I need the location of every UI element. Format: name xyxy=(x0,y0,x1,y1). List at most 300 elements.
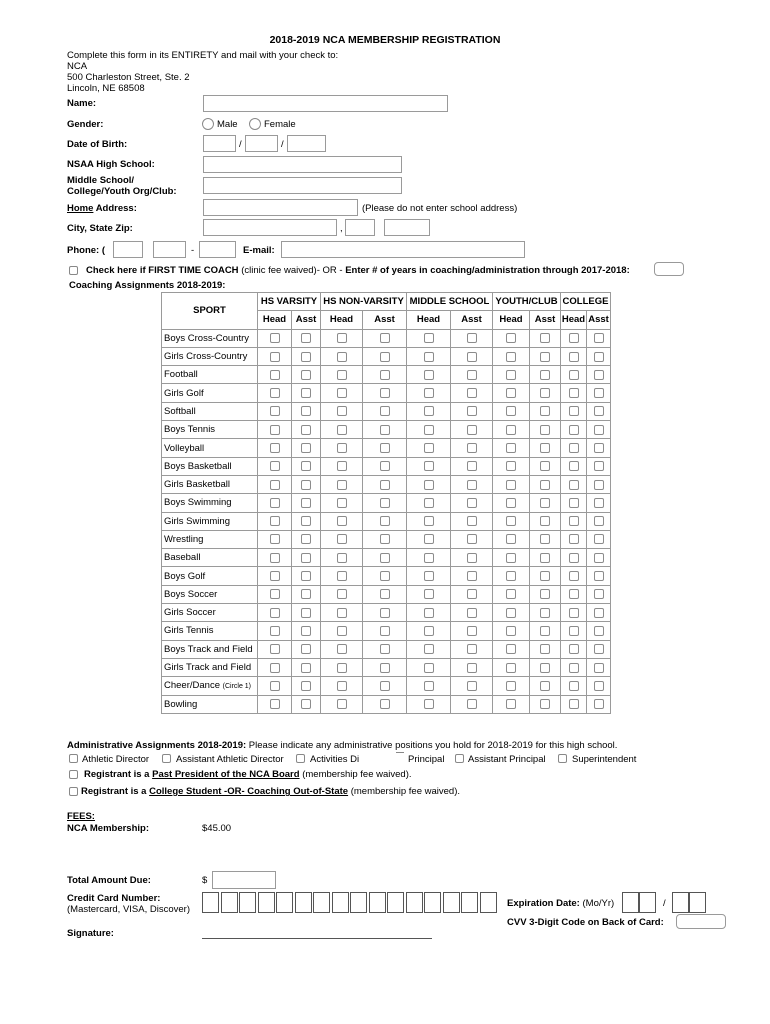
city-label: City, State Zip: xyxy=(67,223,133,234)
assignment-checkbox[interactable] xyxy=(467,480,477,490)
assignment-checkbox[interactable] xyxy=(270,589,280,599)
assignment-checkbox[interactable] xyxy=(380,425,390,435)
assignment-checkbox[interactable] xyxy=(569,498,579,508)
credit-card-digit-box[interactable] xyxy=(313,892,330,913)
sport-label: Boys Tennis xyxy=(164,424,216,436)
admin-option: Activities Di xyxy=(310,754,360,765)
assignment-checkbox[interactable] xyxy=(270,681,280,691)
credit-card-digit-box[interactable] xyxy=(387,892,404,913)
assistant-principal-checkbox[interactable] xyxy=(455,754,464,763)
assignment-checkbox[interactable] xyxy=(540,370,550,380)
female-radio[interactable] xyxy=(249,118,261,130)
assignment-checkbox[interactable] xyxy=(569,644,579,654)
assignment-checkbox[interactable] xyxy=(380,443,390,453)
assignment-checkbox[interactable] xyxy=(301,571,311,581)
assignment-checkbox[interactable] xyxy=(301,626,311,636)
assignment-checkbox[interactable] xyxy=(594,516,604,526)
assignment-checkbox[interactable] xyxy=(506,461,516,471)
assignment-checkbox[interactable] xyxy=(270,534,280,544)
assignment-checkbox[interactable] xyxy=(424,553,434,563)
assignment-checkbox[interactable] xyxy=(594,388,604,398)
assignment-cell xyxy=(321,347,363,365)
assignment-checkbox[interactable] xyxy=(380,589,390,599)
assignment-checkbox[interactable] xyxy=(506,626,516,636)
assignment-checkbox[interactable] xyxy=(540,699,550,709)
assignment-cell xyxy=(407,549,451,567)
dob-month-input[interactable] xyxy=(203,135,236,152)
assignment-checkbox[interactable] xyxy=(270,388,280,398)
assignment-checkbox[interactable] xyxy=(337,553,347,563)
assignment-checkbox[interactable] xyxy=(337,534,347,544)
assignment-cell xyxy=(561,366,587,384)
assignment-checkbox[interactable] xyxy=(380,699,390,709)
assignment-checkbox[interactable] xyxy=(540,480,550,490)
assignment-checkbox[interactable] xyxy=(467,553,477,563)
assignment-checkbox[interactable] xyxy=(594,553,604,563)
years-coaching-input[interactable] xyxy=(654,262,684,276)
assignment-checkbox[interactable] xyxy=(380,644,390,654)
male-radio[interactable] xyxy=(202,118,214,130)
activities-director-checkbox[interactable] xyxy=(296,754,305,763)
assignment-checkbox[interactable] xyxy=(424,425,434,435)
assignment-checkbox[interactable] xyxy=(467,425,477,435)
assignment-checkbox[interactable] xyxy=(569,589,579,599)
assignment-checkbox[interactable] xyxy=(301,406,311,416)
assignment-checkbox[interactable] xyxy=(270,333,280,343)
assignment-checkbox[interactable] xyxy=(380,553,390,563)
assignment-checkbox[interactable] xyxy=(506,571,516,581)
state-input[interactable] xyxy=(345,219,375,236)
assignment-cell xyxy=(561,384,587,402)
assignment-checkbox[interactable] xyxy=(506,663,516,673)
assignment-checkbox[interactable] xyxy=(569,626,579,636)
assignment-checkbox[interactable] xyxy=(594,333,604,343)
assignment-checkbox[interactable] xyxy=(506,388,516,398)
assignment-checkbox[interactable] xyxy=(270,406,280,416)
assignment-checkbox[interactable] xyxy=(337,480,347,490)
assignment-checkbox[interactable] xyxy=(380,626,390,636)
assignment-checkbox[interactable] xyxy=(337,663,347,673)
assignment-checkbox[interactable] xyxy=(540,388,550,398)
assignment-checkbox[interactable] xyxy=(301,516,311,526)
assignment-checkbox[interactable] xyxy=(301,663,311,673)
assignment-checkbox[interactable] xyxy=(337,608,347,618)
assignment-checkbox[interactable] xyxy=(594,370,604,380)
assignment-checkbox[interactable] xyxy=(337,333,347,343)
assignment-checkbox[interactable] xyxy=(380,461,390,471)
assignment-checkbox[interactable] xyxy=(594,681,604,691)
exp-year-box-2[interactable] xyxy=(689,892,706,913)
assignment-checkbox[interactable] xyxy=(540,333,550,343)
assignment-checkbox[interactable] xyxy=(467,681,477,691)
assignment-checkbox[interactable] xyxy=(506,699,516,709)
assignment-checkbox[interactable] xyxy=(569,480,579,490)
assignment-checkbox[interactable] xyxy=(380,571,390,581)
assignment-cell xyxy=(530,347,561,365)
email-input[interactable] xyxy=(281,241,525,258)
assignment-checkbox[interactable] xyxy=(380,388,390,398)
assignment-checkbox[interactable] xyxy=(301,425,311,435)
assignment-cell xyxy=(561,640,587,658)
assignment-checkbox[interactable] xyxy=(540,461,550,471)
assignment-checkbox[interactable] xyxy=(424,699,434,709)
assignment-checkbox[interactable] xyxy=(540,644,550,654)
assignment-checkbox[interactable] xyxy=(424,534,434,544)
assignment-checkbox[interactable] xyxy=(380,608,390,618)
assignment-checkbox[interactable] xyxy=(337,498,347,508)
assignment-checkbox[interactable] xyxy=(569,370,579,380)
sport-label: Boys Swimming xyxy=(164,497,232,509)
assignment-checkbox[interactable] xyxy=(506,516,516,526)
credit-card-digit-box[interactable] xyxy=(461,892,478,913)
assignment-checkbox[interactable] xyxy=(301,699,311,709)
assignment-checkbox[interactable] xyxy=(270,699,280,709)
credit-card-digit-box[interactable] xyxy=(258,892,275,913)
assignment-checkbox[interactable] xyxy=(424,352,434,362)
assignment-checkbox[interactable] xyxy=(569,699,579,709)
assignment-checkbox[interactable] xyxy=(594,443,604,453)
assignment-checkbox[interactable] xyxy=(594,480,604,490)
assignment-checkbox[interactable] xyxy=(270,498,280,508)
assignment-checkbox[interactable] xyxy=(380,480,390,490)
assignment-cell xyxy=(530,549,561,567)
assignment-checkbox[interactable] xyxy=(337,443,347,453)
assignment-checkbox[interactable] xyxy=(569,608,579,618)
assignment-checkbox[interactable] xyxy=(594,425,604,435)
assignment-checkbox[interactable] xyxy=(380,663,390,673)
assignment-checkbox[interactable] xyxy=(270,461,280,471)
assignment-cell xyxy=(530,677,561,695)
assignment-checkbox[interactable] xyxy=(337,644,347,654)
assignment-checkbox[interactable] xyxy=(270,516,280,526)
assignment-checkbox[interactable] xyxy=(594,608,604,618)
assignment-cell xyxy=(258,402,292,420)
dob-year-input[interactable] xyxy=(287,135,326,152)
assignment-checkbox[interactable] xyxy=(380,406,390,416)
assignment-cell xyxy=(292,421,321,439)
assignment-checkbox[interactable] xyxy=(506,425,516,435)
assignment-checkbox[interactable] xyxy=(569,443,579,453)
assignment-checkbox[interactable] xyxy=(569,663,579,673)
exp-year-box-1[interactable] xyxy=(672,892,689,913)
assignment-checkbox[interactable] xyxy=(569,388,579,398)
credit-card-digit-box[interactable] xyxy=(332,892,349,913)
assignment-checkbox[interactable] xyxy=(467,443,477,453)
assignment-checkbox[interactable] xyxy=(540,626,550,636)
sport-label: Girls Track and Field xyxy=(164,662,252,674)
assignment-checkbox[interactable] xyxy=(467,589,477,599)
assignment-cell xyxy=(258,329,292,347)
assignment-checkbox[interactable] xyxy=(506,480,516,490)
past-president-checkbox[interactable] xyxy=(69,770,78,779)
assignment-checkbox[interactable] xyxy=(337,626,347,636)
name-input[interactable] xyxy=(203,95,448,112)
assignment-checkbox[interactable] xyxy=(301,461,311,471)
assignment-checkbox[interactable] xyxy=(569,516,579,526)
assignment-cell xyxy=(561,585,587,603)
assignment-checkbox[interactable] xyxy=(569,352,579,362)
credit-card-digit-box[interactable] xyxy=(406,892,423,913)
assignment-checkbox[interactable] xyxy=(594,626,604,636)
assignment-checkbox[interactable] xyxy=(540,425,550,435)
assignment-checkbox[interactable] xyxy=(540,608,550,618)
assignment-checkbox[interactable] xyxy=(540,589,550,599)
assignment-checkbox[interactable] xyxy=(540,443,550,453)
assignment-checkbox[interactable] xyxy=(424,480,434,490)
assignment-checkbox[interactable] xyxy=(270,663,280,673)
assignment-checkbox[interactable] xyxy=(270,370,280,380)
sport-name xyxy=(162,658,258,676)
assignment-cell xyxy=(321,549,363,567)
assignment-checkbox[interactable] xyxy=(467,498,477,508)
credit-card-digit-box[interactable] xyxy=(350,892,367,913)
assignment-checkbox[interactable] xyxy=(506,370,516,380)
assignment-checkbox[interactable] xyxy=(337,370,347,380)
assignment-checkbox[interactable] xyxy=(337,406,347,416)
assignment-checkbox[interactable] xyxy=(424,333,434,343)
assignment-checkbox[interactable] xyxy=(467,534,477,544)
assignment-checkbox[interactable] xyxy=(467,608,477,618)
assignment-checkbox[interactable] xyxy=(337,425,347,435)
assignment-checkbox[interactable] xyxy=(506,589,516,599)
credit-card-digit-box[interactable] xyxy=(202,892,219,913)
credit-card-digit-box[interactable] xyxy=(424,892,441,913)
assignment-cell xyxy=(493,640,530,658)
assignment-checkbox[interactable] xyxy=(594,699,604,709)
phone-line-input[interactable] xyxy=(199,241,236,258)
assignment-checkbox[interactable] xyxy=(540,571,550,581)
assignment-checkbox[interactable] xyxy=(594,406,604,416)
assignment-checkbox[interactable] xyxy=(594,571,604,581)
assignment-checkbox[interactable] xyxy=(424,626,434,636)
signature-line[interactable] xyxy=(202,938,432,939)
assignment-checkbox[interactable] xyxy=(270,443,280,453)
assignment-checkbox[interactable] xyxy=(337,571,347,581)
credit-card-digit-box[interactable] xyxy=(276,892,293,913)
assignment-checkbox[interactable] xyxy=(506,534,516,544)
assignment-checkbox[interactable] xyxy=(594,644,604,654)
phone-prefix-input[interactable] xyxy=(153,241,186,258)
assignment-checkbox[interactable] xyxy=(594,589,604,599)
assignment-checkbox[interactable] xyxy=(540,352,550,362)
assignment-checkbox[interactable] xyxy=(540,681,550,691)
middle-school-input[interactable] xyxy=(203,177,402,194)
assignment-checkbox[interactable] xyxy=(569,553,579,563)
assignment-checkbox[interactable] xyxy=(270,425,280,435)
assignment-checkbox[interactable] xyxy=(594,498,604,508)
assignment-checkbox[interactable] xyxy=(506,443,516,453)
assignment-checkbox[interactable] xyxy=(467,406,477,416)
assignment-cell xyxy=(561,549,587,567)
total-input[interactable] xyxy=(212,871,276,889)
assignment-checkbox[interactable] xyxy=(424,443,434,453)
sport-label: Girls Cross-Country xyxy=(164,351,248,363)
assignment-checkbox[interactable] xyxy=(301,333,311,343)
assignment-checkbox[interactable] xyxy=(467,352,477,362)
assignment-checkbox[interactable] xyxy=(301,498,311,508)
assignment-checkbox[interactable] xyxy=(569,333,579,343)
assignment-checkbox[interactable] xyxy=(594,534,604,544)
assignment-checkbox[interactable] xyxy=(569,534,579,544)
assignment-checkbox[interactable] xyxy=(301,681,311,691)
assignment-checkbox[interactable] xyxy=(380,333,390,343)
assistant-ad-checkbox[interactable] xyxy=(162,754,171,763)
table-row xyxy=(162,677,611,695)
assignment-cell xyxy=(321,530,363,548)
exp-month-box-2[interactable] xyxy=(639,892,656,913)
credit-card-digit-box[interactable] xyxy=(221,892,238,913)
assignment-checkbox[interactable] xyxy=(270,352,280,362)
dob-day-input[interactable] xyxy=(245,135,278,152)
assignment-checkbox[interactable] xyxy=(540,516,550,526)
assignment-checkbox[interactable] xyxy=(540,534,550,544)
assignment-checkbox[interactable] xyxy=(467,388,477,398)
assignment-cell xyxy=(292,347,321,365)
assignment-checkbox[interactable] xyxy=(506,553,516,563)
assignment-checkbox[interactable] xyxy=(301,608,311,618)
assignment-checkbox[interactable] xyxy=(506,644,516,654)
assignment-checkbox[interactable] xyxy=(569,461,579,471)
assignment-checkbox[interactable] xyxy=(569,406,579,416)
assignment-checkbox[interactable] xyxy=(467,644,477,654)
assignment-checkbox[interactable] xyxy=(380,534,390,544)
assignment-checkbox[interactable] xyxy=(380,370,390,380)
school-input[interactable] xyxy=(203,156,402,173)
assignment-cell xyxy=(258,439,292,457)
assignment-checkbox[interactable] xyxy=(301,534,311,544)
assignment-checkbox[interactable] xyxy=(380,681,390,691)
assignment-checkbox[interactable] xyxy=(424,516,434,526)
assignment-checkbox[interactable] xyxy=(467,571,477,581)
first-time-coach-checkbox[interactable] xyxy=(69,266,78,275)
assignment-checkbox[interactable] xyxy=(301,370,311,380)
assignment-cell xyxy=(530,329,561,347)
assignment-checkbox[interactable] xyxy=(569,571,579,581)
city-input[interactable] xyxy=(203,219,337,236)
sport-name xyxy=(162,512,258,530)
assignment-checkbox[interactable] xyxy=(424,461,434,471)
credit-card-digit-box[interactable] xyxy=(443,892,460,913)
assignment-checkbox[interactable] xyxy=(569,425,579,435)
assignment-checkbox[interactable] xyxy=(301,352,311,362)
assignment-checkbox[interactable] xyxy=(594,352,604,362)
assignment-cell xyxy=(363,585,407,603)
assignment-checkbox[interactable] xyxy=(540,498,550,508)
assignment-checkbox[interactable] xyxy=(380,352,390,362)
college-student-prefix: Registrant is a xyxy=(81,786,150,797)
head-subheader: Head xyxy=(493,311,530,329)
assignment-checkbox[interactable] xyxy=(270,571,280,581)
assignment-checkbox[interactable] xyxy=(467,461,477,471)
assignment-checkbox[interactable] xyxy=(424,608,434,618)
address-input[interactable] xyxy=(203,199,358,216)
assignment-checkbox[interactable] xyxy=(270,644,280,654)
assignment-checkbox[interactable] xyxy=(337,681,347,691)
assignment-checkbox[interactable] xyxy=(424,406,434,416)
assignment-checkbox[interactable] xyxy=(270,480,280,490)
assignment-cell xyxy=(530,475,561,493)
table-row xyxy=(162,640,611,658)
assignment-checkbox[interactable] xyxy=(424,681,434,691)
assignment-checkbox[interactable] xyxy=(337,388,347,398)
assignment-checkbox[interactable] xyxy=(270,553,280,563)
assignment-checkbox[interactable] xyxy=(380,498,390,508)
assignment-checkbox[interactable] xyxy=(540,406,550,416)
assignment-checkbox[interactable] xyxy=(337,699,347,709)
sport-label: Cheer/Dance xyxy=(164,680,220,692)
assignment-cell xyxy=(493,530,530,548)
assignment-checkbox[interactable] xyxy=(424,644,434,654)
assignment-checkbox[interactable] xyxy=(301,388,311,398)
assignment-checkbox[interactable] xyxy=(467,370,477,380)
assignment-checkbox[interactable] xyxy=(506,333,516,343)
assignment-checkbox[interactable] xyxy=(424,589,434,599)
cvv-input[interactable] xyxy=(676,914,726,929)
assignment-checkbox[interactable] xyxy=(424,388,434,398)
assignment-checkbox[interactable] xyxy=(506,352,516,362)
credit-card-digit-box[interactable] xyxy=(480,892,497,913)
assignment-checkbox[interactable] xyxy=(337,516,347,526)
assignment-checkbox[interactable] xyxy=(467,516,477,526)
assignment-checkbox[interactable] xyxy=(337,589,347,599)
assignment-checkbox[interactable] xyxy=(424,498,434,508)
assignment-cell xyxy=(587,366,611,384)
assignment-checkbox[interactable] xyxy=(301,553,311,563)
assignment-checkbox[interactable] xyxy=(337,352,347,362)
credit-card-digit-box[interactable] xyxy=(369,892,386,913)
credit-card-digit-box[interactable] xyxy=(239,892,256,913)
college-student-checkbox[interactable] xyxy=(69,787,78,796)
assignment-checkbox[interactable] xyxy=(337,461,347,471)
assignment-checkbox[interactable] xyxy=(506,498,516,508)
assignment-checkbox[interactable] xyxy=(270,626,280,636)
assignment-checkbox[interactable] xyxy=(467,699,477,709)
assignment-checkbox[interactable] xyxy=(424,571,434,581)
assignment-checkbox[interactable] xyxy=(301,443,311,453)
assignment-checkbox[interactable] xyxy=(380,516,390,526)
sport-label: Boys Cross-Country xyxy=(164,332,249,344)
exp-month-box-1[interactable] xyxy=(622,892,639,913)
assignment-checkbox[interactable] xyxy=(467,626,477,636)
assignment-checkbox[interactable] xyxy=(506,681,516,691)
assignment-checkbox[interactable] xyxy=(594,663,604,673)
assignment-checkbox[interactable] xyxy=(594,461,604,471)
assignment-checkbox[interactable] xyxy=(301,644,311,654)
assignment-checkbox[interactable] xyxy=(540,663,550,673)
credit-card-digit-box[interactable] xyxy=(295,892,312,913)
assignment-checkbox[interactable] xyxy=(301,589,311,599)
assignment-checkbox[interactable] xyxy=(424,663,434,673)
table-row xyxy=(162,475,611,493)
zip-input[interactable] xyxy=(384,219,430,236)
assignment-checkbox[interactable] xyxy=(506,406,516,416)
assignment-checkbox[interactable] xyxy=(540,553,550,563)
assignment-checkbox[interactable] xyxy=(467,333,477,343)
assignment-checkbox[interactable] xyxy=(569,681,579,691)
assignment-cell xyxy=(561,439,587,457)
assignment-checkbox[interactable] xyxy=(424,370,434,380)
principal-checkbox-partial[interactable] xyxy=(396,752,404,753)
phone-area-input[interactable] xyxy=(113,241,143,258)
assignment-checkbox[interactable] xyxy=(270,608,280,618)
athletic-director-checkbox[interactable] xyxy=(69,754,78,763)
assignment-checkbox[interactable] xyxy=(467,663,477,673)
assignment-cell xyxy=(587,622,611,640)
assignment-checkbox[interactable] xyxy=(506,608,516,618)
assignment-checkbox[interactable] xyxy=(301,480,311,490)
assignment-cell xyxy=(258,366,292,384)
superintendent-checkbox[interactable] xyxy=(558,754,567,763)
